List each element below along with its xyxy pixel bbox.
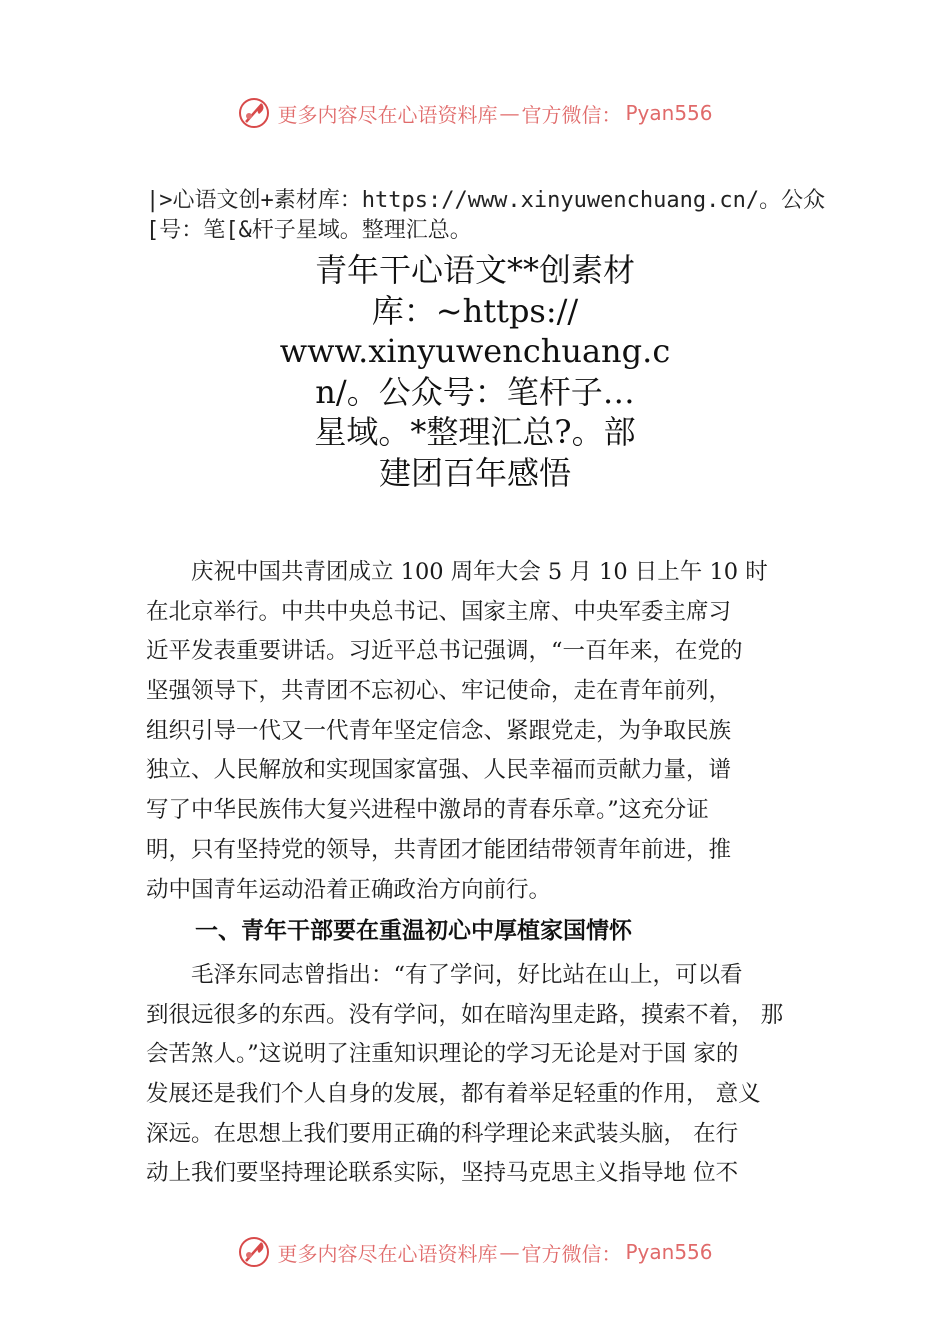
title-line: 青年干心语文**创素材	[314, 251, 635, 289]
watermark-text: 更多内容尽在心语资料库	[277, 102, 498, 127]
paragraph-line: 发展还是我们个人自身的发展，都有着举足轻重的作用， 意义	[146, 1081, 761, 1108]
quill-logo-icon	[237, 1235, 271, 1269]
paragraph-line: 庆祝中国共青团成立 100 周年大会 5 月 10 日上午 10 时	[146, 559, 768, 585]
quill-logo-icon	[237, 96, 271, 130]
paragraph-line: 在北京举行。中共中央总书记、国家主席、中央军委主席习	[146, 598, 732, 625]
paragraph-line: 到很远很多的东西。没有学问，如在暗沟里走路，摸索不着， 那	[146, 1001, 784, 1028]
title-line: 星域。*整理汇总?。部	[314, 413, 636, 451]
title-line: 建团百年感悟	[378, 453, 571, 492]
title-line: 库：~https://	[371, 291, 579, 330]
watermark-text: 更多内容尽在心语资料库	[277, 1241, 498, 1266]
paragraph-line: 会苦煞人。”这说明了注重知识理论的学习无论是对于国 家的	[146, 1041, 739, 1068]
watermark-wechat-id: Pyan556	[625, 1240, 713, 1264]
paragraph-line: 毛泽东同志曾指出：“有了学问，好比站在山上，可以看	[146, 962, 743, 988]
paragraph-line: 深远。在思想上我们要用正确的科学理论来武装头脑， 在行	[146, 1120, 739, 1147]
source-line: |>心语文创+素材库：https://www.xinyuwenchuang.cn/。公众	[146, 188, 826, 213]
section-heading: 一、青年干部要在重温初心中厚植家国情怀	[195, 918, 632, 944]
title-line: www.xinyuwenchuang.c	[279, 332, 671, 370]
source-line: [号：笔[&杆子星域。整理汇总。	[146, 218, 472, 243]
title-line: n/。公众号：笔杆子…	[315, 372, 635, 411]
paragraph-intro	[146, 553, 836, 910]
watermark-top	[0, 93, 950, 133]
paragraph-line: 组织引导一代又一代青年坚定信念、紧跟党走，为争取民族	[146, 717, 732, 744]
watermark-bottom	[0, 1232, 950, 1272]
paragraph-line: 动中国青年运动沿着正确政治方向前行。	[146, 876, 552, 903]
paragraph-section-one	[146, 956, 836, 1194]
watermark-wechat-label: 官方微信：	[521, 102, 622, 127]
paragraph-line: 独立、人民解放和实现国家富强、人民幸福而贡献力量，谱	[146, 757, 732, 784]
paragraph-line: 明，只有坚持党的领导，共青团才能团结带领青年前进，推	[146, 836, 732, 863]
watermark-separator: —	[499, 101, 520, 125]
source-info	[146, 186, 846, 246]
watermark-separator: —	[499, 1240, 520, 1264]
paragraph-line: 写了中华民族伟大复兴进程中激昂的青春乐章。”这充分证	[146, 797, 709, 824]
watermark-wechat-label: 官方微信：	[521, 1241, 622, 1266]
paragraph-line: 近平发表重要讲话。习近平总书记强调，“一百年来，在党的	[146, 638, 743, 665]
paragraph-line: 坚强领导下，共青团不忘初心、牢记使命，走在青年前列，	[146, 678, 732, 705]
paragraph-line: 动上我们要坚持理论联系实际，坚持马克思主义指导地 位不	[146, 1160, 739, 1187]
watermark-wechat-id: Pyan556	[625, 101, 713, 125]
document-title	[250, 250, 700, 493]
